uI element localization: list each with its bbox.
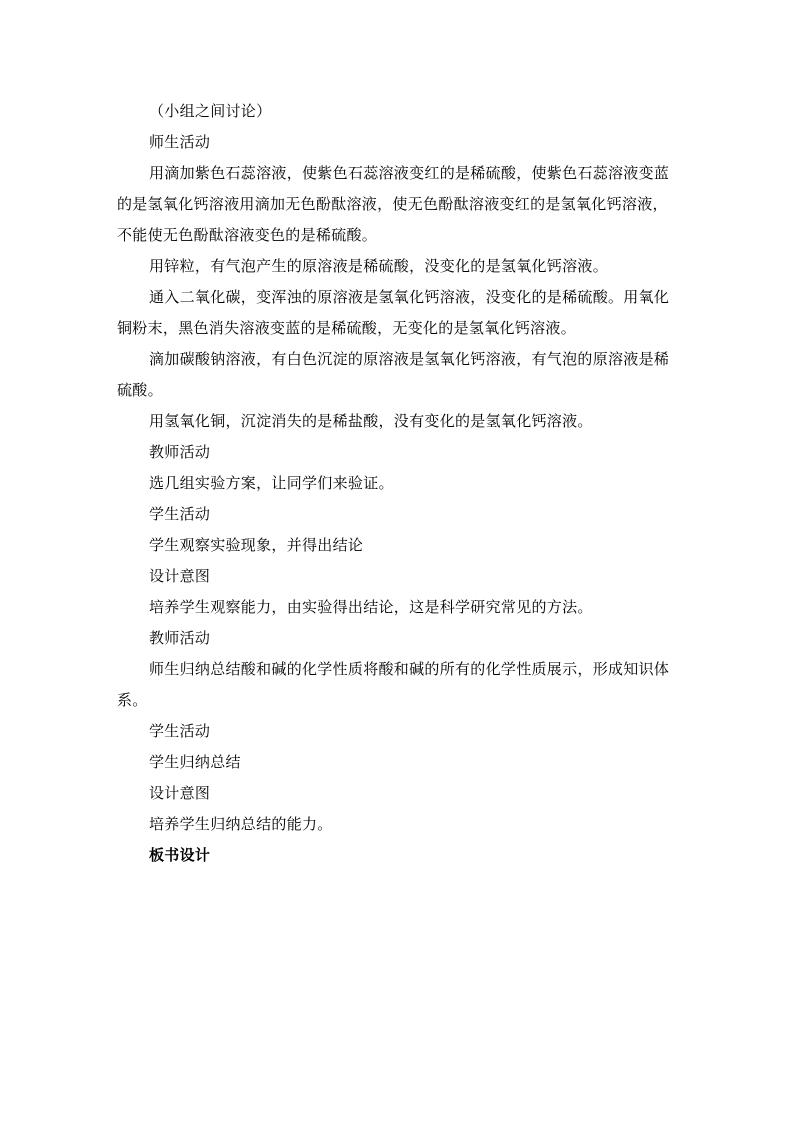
heading-teacher-activity-2: 教师活动 [149,629,211,647]
paragraph-sodium-carbonate: 滴加碳酸钠溶液，有白色沉淀的原溶液是氢氧化钙溶液，有气泡的原溶液是稀硫酸。 [117,350,670,399]
heading-teacher-activity: 教师活动 [149,443,211,461]
heading-student-activity: 学生活动 [149,505,211,523]
paragraph-observation-ability: 培养学生观察能力，由实验得出结论，这是科学研究常见的方法。 [149,598,593,616]
paragraph-student-summary: 学生归纳总结 [149,753,241,771]
heading-design-intent: 设计意图 [149,567,211,585]
heading-design-intent-2: 设计意图 [149,784,211,802]
paragraph-observe-phenomena: 学生观察实验现象，并得出结论 [149,536,364,554]
paragraph-litmus-phenolphthalein: 用滴加紫色石蕊溶液，使紫色石蕊溶液变红的是稀硫酸，使紫色石蕊溶液变蓝的是氢氧化钙溶液用滴加无色酚酞溶液，使无色酚酞溶液变红的是氢氧化钙溶液，不能使无色酚酞溶液变色的是稀硫酸。 [117,164,670,244]
paragraph-group-discussion: （小组之间讨论） [149,102,272,120]
paragraph-co2-cuo: 通入二氧化碳，变浑浊的原溶液是氢氧化钙溶液，没变化的是稀硫酸。用氧化铜粉末，黑色消失溶液变蓝的是稀硫酸，无变化的是氢氧化钙溶液。 [117,288,670,337]
heading-student-activity-2: 学生活动 [149,722,211,740]
paragraph-summarize-properties: 师生归纳总结酸和碱的化学性质将酸和碱的所有的化学性质展示，形成知识体系。 [117,660,670,709]
paragraph-zinc: 用锌粒，有气泡产生的原溶液是稀硫酸，没变化的是氢氧化钙溶液。 [149,257,609,275]
paragraph-verify-plans: 选几组实验方案，让同学们来验证。 [149,474,394,492]
heading-teacher-student-activity: 师生活动 [149,133,211,151]
paragraph-summary-ability: 培养学生归纳总结的能力。 [149,815,333,833]
heading-board-design: 板书设计 [149,846,211,864]
paragraph-copper-hydroxide: 用氢氧化铜，沉淀消失的是稀盐酸，没有变化的是氢氧化钙溶液。 [149,412,593,430]
document-body [117,96,683,871]
